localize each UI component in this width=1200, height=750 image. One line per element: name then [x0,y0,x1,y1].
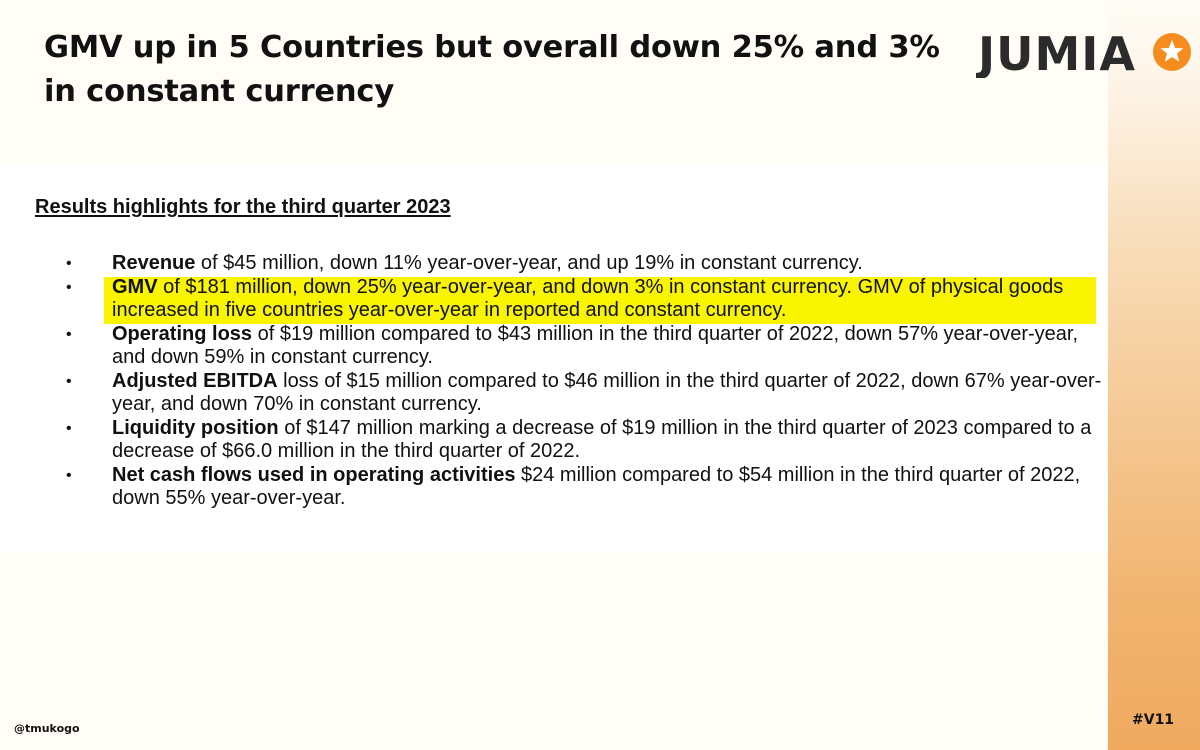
bullet-label: Liquidity position [112,416,279,439]
bullet-dot: • [66,466,72,484]
bullet-label: Revenue [112,252,196,274]
list-item [66,252,1106,276]
highlights-list [66,252,1106,511]
bullet-label: Adjusted EBITDA [112,369,278,392]
bullet-text: of $147 million marking a decrease of $19 million in the third quarter of 2023 compared to a decrease of $66.0 million in the third quarter of 2022. [112,416,1092,462]
jumia-logo [976,26,1200,78]
version-tag: #V11 [1132,712,1175,728]
bullet-dot: • [66,255,72,272]
bullet-label: Net cash flows used in operating activities [112,463,516,486]
author-handle: @tmukogo [14,722,80,735]
bullet-dot: • [66,372,72,390]
bullet-text: of $181 million, down 25% year-over-year, and down 3% in constant currency. GMV of physical goods increased in five countries year-over-year in reported and constant currency. [112,275,1064,321]
jumia-logo-mark [976,26,1200,78]
list-item [66,417,1106,464]
bullet-text: loss of $15 million compared to $46 million in the third quarter of 2022, down 67% year-over-year, and down 70% in constant currency. [112,369,1102,415]
list-item [66,276,1106,323]
bullet-text: of $45 million, down 11% year-over-year, and up 19% in constant currency. [195,252,863,274]
star-icon [1153,33,1191,71]
list-item [66,464,1106,511]
bullet-text: of $19 million compared to $43 million in the third quarter of 2022, down 57% year-over-year, and down 59% in constant currency. [112,322,1079,368]
bullet-dot: • [66,325,72,343]
bullet-label: GMV [112,275,158,298]
bullet-dot: • [66,419,72,437]
slide-title: GMV up in 5 Countries but overall down 25% and 3% in constant currency [44,30,940,109]
list-item [66,323,1106,370]
bullet-text: $24 million compared to $54 million in the third quarter of 2022, down 55% year-over-year. [112,463,1081,509]
document-heading: Results highlights for the third quarter 2023 [35,196,451,218]
orange-gradient-strip [1108,0,1200,750]
bullet-label: Operating loss [112,322,253,345]
logo-wordmark: JUMIA [978,27,1136,78]
list-item [66,370,1106,417]
bullet-dot: • [66,278,72,296]
